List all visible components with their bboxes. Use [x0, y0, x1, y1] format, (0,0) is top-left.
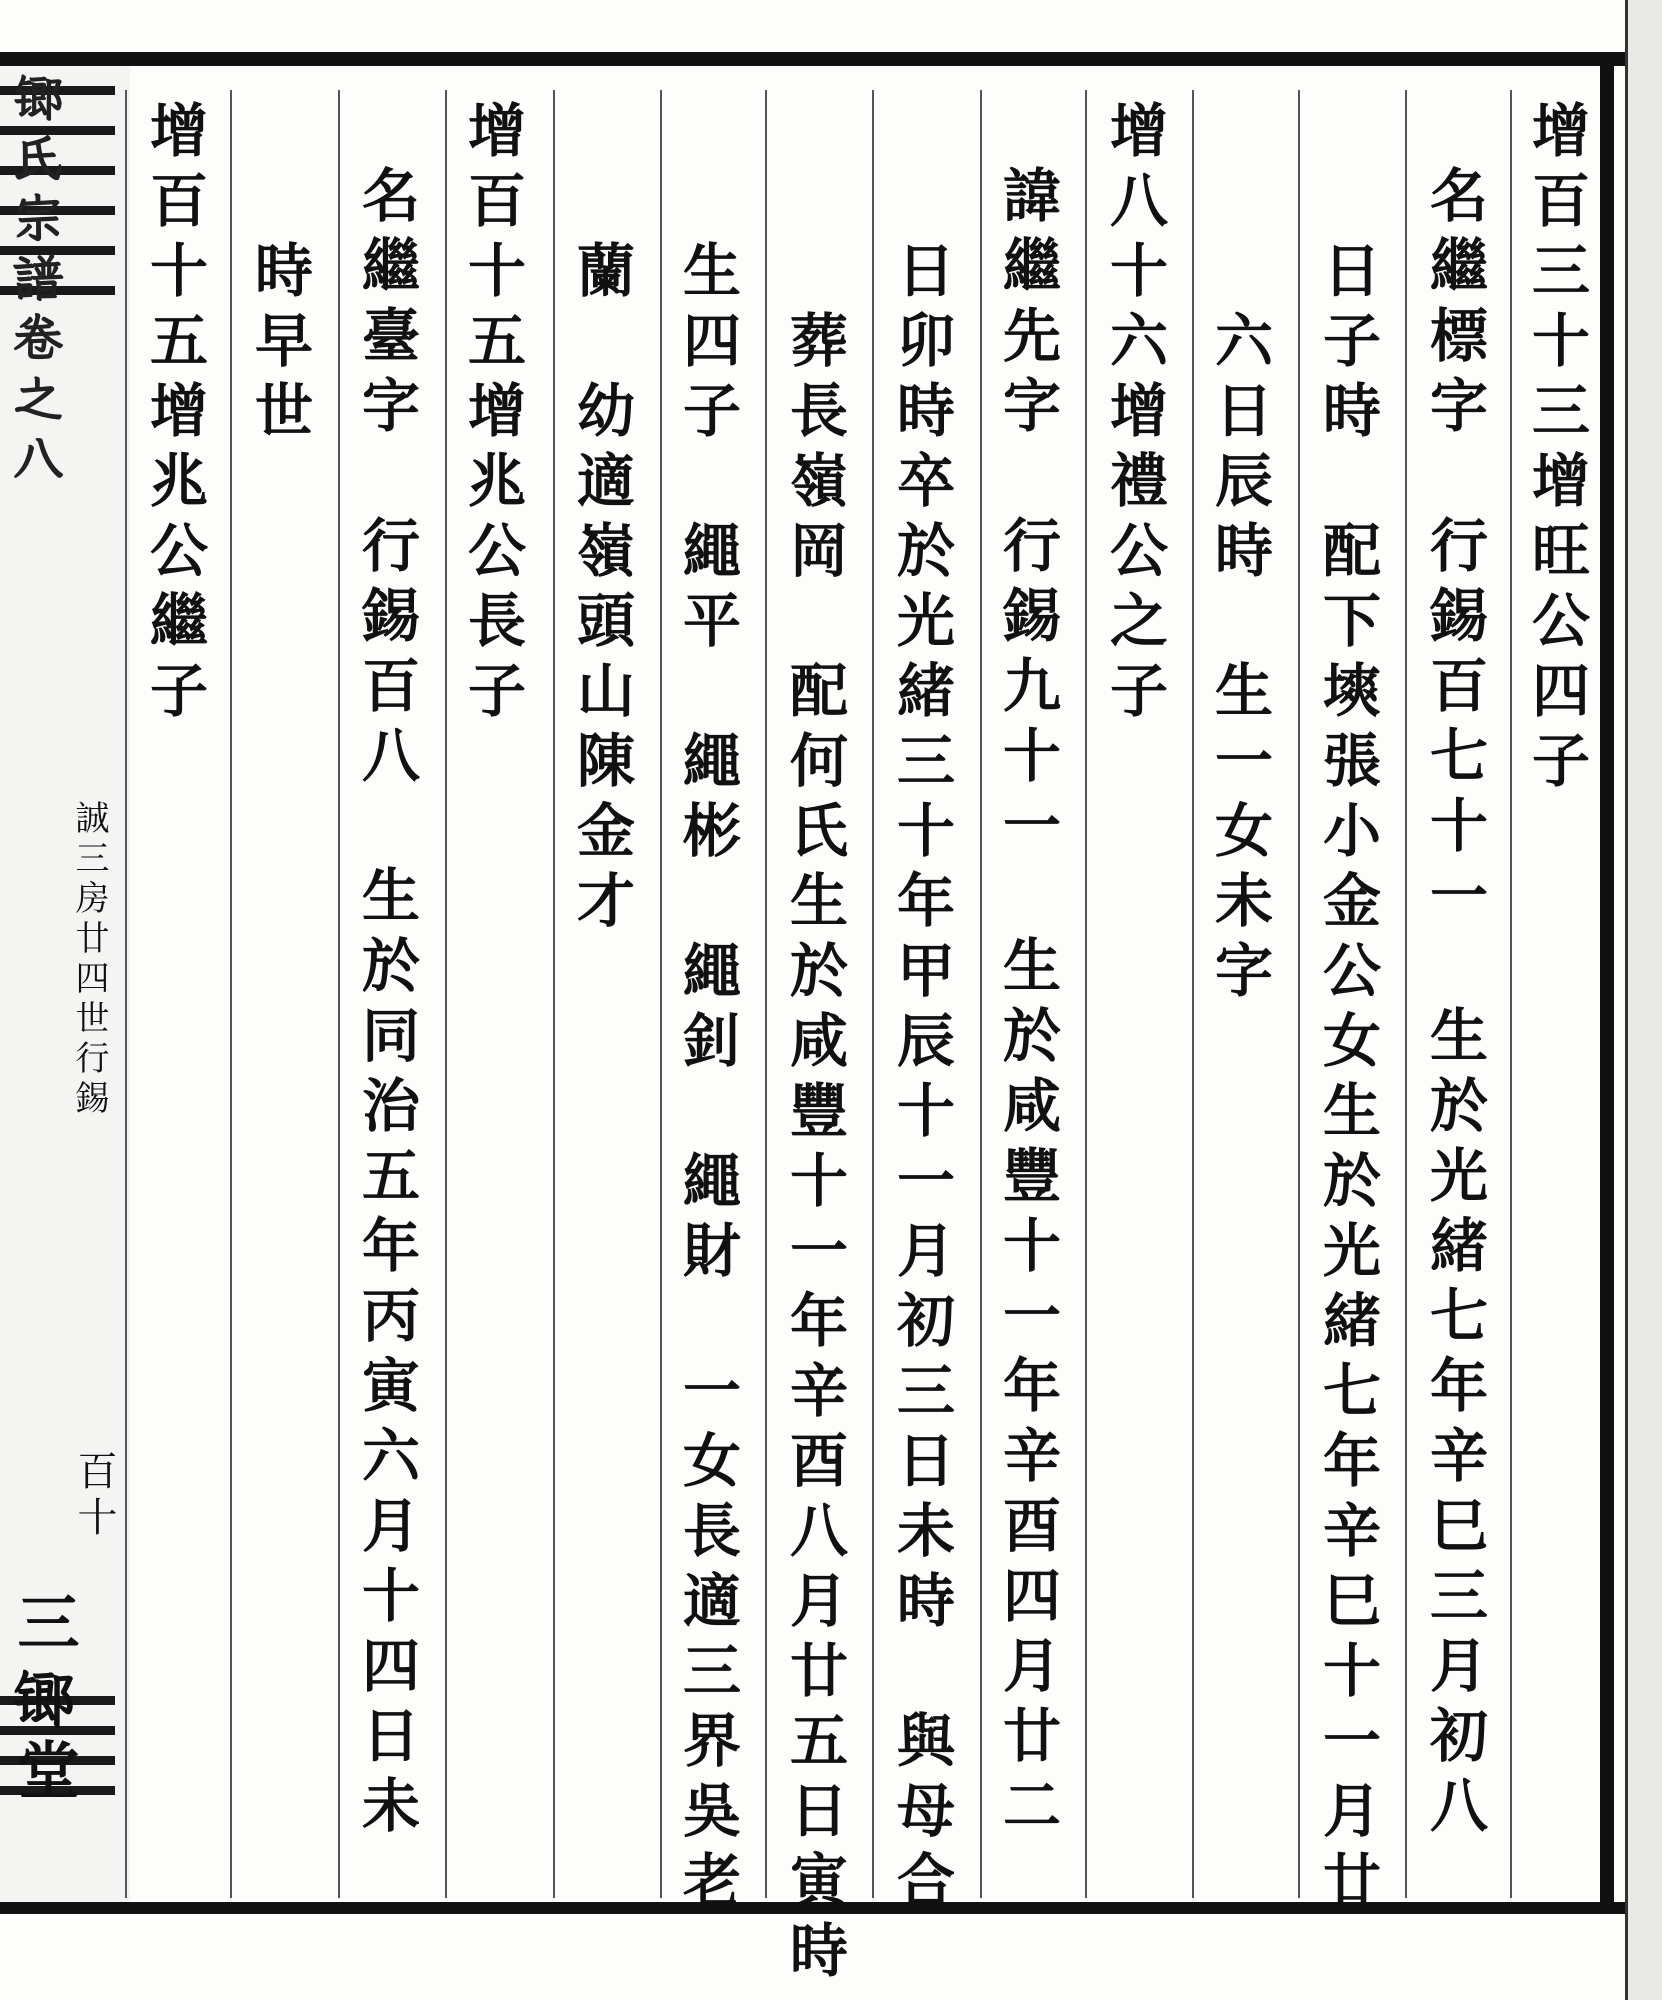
right-border: [1600, 52, 1614, 1912]
spine-subtitle: 誠三房廿四世行錫: [69, 800, 109, 1120]
column-rule: [765, 90, 767, 1898]
page-edge: [1625, 0, 1662, 2000]
text-column-9: 生四子 繩平 繩彬 繩釗 繩財 一女長適三界吳老: [673, 240, 741, 1920]
column-rule: [230, 90, 232, 1898]
text-column-1: 增百三十三增旺公四子: [1522, 100, 1590, 800]
text-column-10: 蘭 幼適嶺頭山陳金才: [567, 240, 635, 940]
column-rule: [1298, 90, 1300, 1898]
column-rule: [1510, 90, 1512, 1898]
column-rule: [553, 90, 555, 1898]
text-column-7: 日卯時卒於光緒三十年甲辰十一月初三日未時 與母合: [887, 240, 955, 1920]
spine-title: 𨱍氏宗譜卷之八: [10, 70, 69, 490]
column-rule: [660, 90, 662, 1898]
text-column-14: 增百十五增兆公繼子: [140, 100, 208, 730]
column-rule: [1405, 90, 1407, 1898]
column-rule: [1085, 90, 1087, 1898]
folio-number: 百十: [71, 1450, 117, 1542]
column-rule: [445, 90, 447, 1898]
hall-name: 三𨱍堂: [7, 1590, 80, 1812]
text-column-8: 葬長嶺岡 配何氏生於咸豐十一年辛酉八月廿五日寅時: [780, 310, 848, 1990]
text-column-4: 六日辰時 生一女未字: [1205, 310, 1273, 1010]
column-rule: [872, 90, 874, 1898]
column-rule: [1192, 90, 1194, 1898]
column-rule: [125, 90, 127, 1898]
column-rule: [338, 90, 340, 1898]
text-column-6: 諱繼先字 行錫九十一 生於咸豐十一年辛酉四月廿二: [993, 165, 1061, 1845]
text-column-5: 增八十六增禮公之子: [1100, 100, 1168, 730]
column-rule: [980, 90, 982, 1898]
text-column-2: 名繼標字 行錫百七十一 生於光緒七年辛巳三月初八: [1420, 165, 1488, 1845]
text-column-13: 時早世: [245, 240, 313, 450]
text-column-12: 名繼臺字 行錫百八 生於同治五年丙寅六月十四日未: [352, 165, 420, 1845]
top-border: [0, 52, 1635, 66]
text-column-3: 日子時 配下塽張小金公女生於光緒七年辛巳十一月廿: [1313, 240, 1381, 1920]
text-column-11: 增百十五增兆公長子: [458, 100, 526, 730]
